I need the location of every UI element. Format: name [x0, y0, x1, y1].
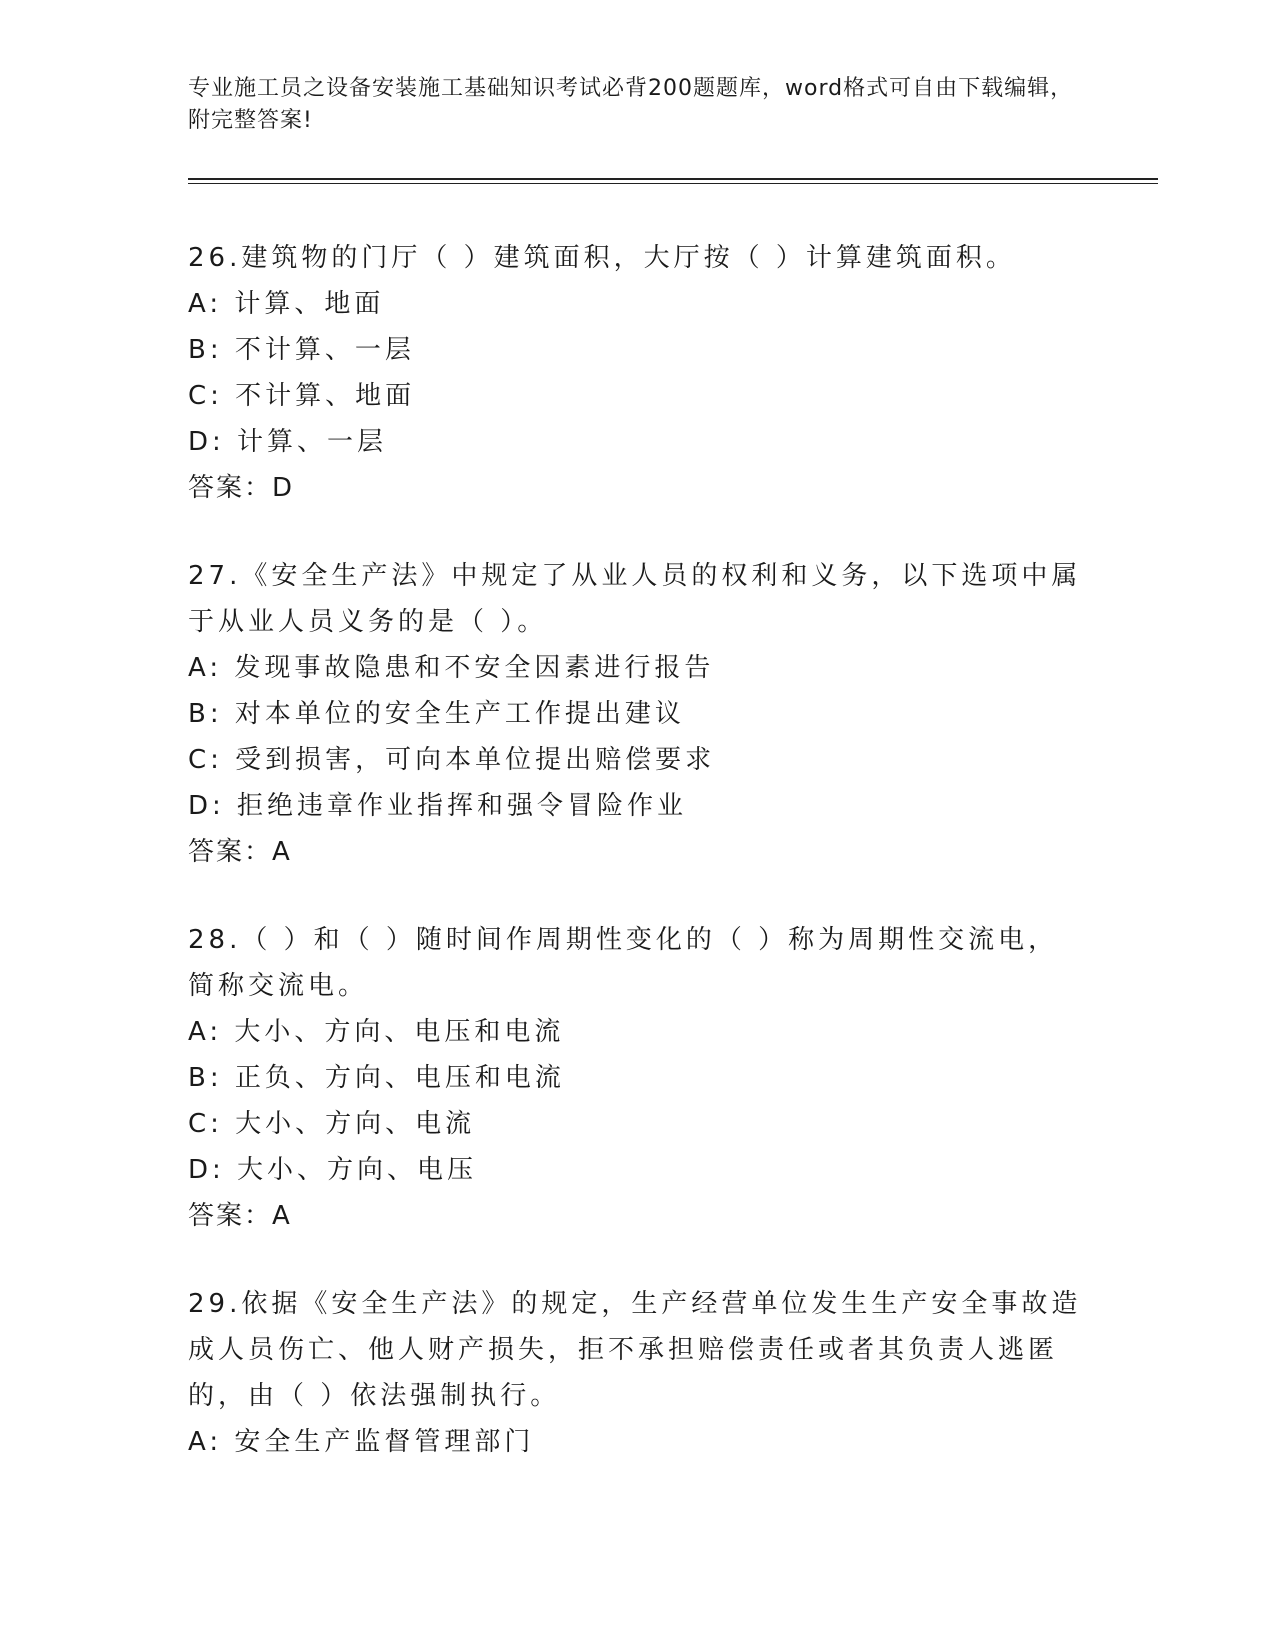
option-c: C: 受到损害，可向本单位提出赔偿要求	[188, 745, 716, 775]
header-text: 专业施工员之设备安装施工基础知识考试必背200题题库，word格式可自由下载编辑，附完整答案!	[188, 76, 1074, 133]
answer-value: A	[272, 1201, 294, 1231]
option-a: A: 大小、方向、电压和电流	[188, 1017, 565, 1047]
question-number: 27.	[188, 561, 242, 591]
answer-label: 答案：	[188, 1201, 273, 1231]
option-a: A: 计算、地面	[188, 289, 385, 319]
option-d: D: 计算、一层	[188, 427, 388, 457]
question-text: 《安全生产法》中规定了从业人员的权利和义务，以下选项中属于从业人员义务的是（ ）。	[188, 561, 1082, 637]
option-a: A: 发现事故隐患和不安全因素进行报告	[188, 653, 715, 683]
option-d: D: 大小、方向、电压	[188, 1155, 478, 1185]
answer-label: 答案：	[188, 837, 273, 867]
question-stem	[188, 235, 1088, 281]
answer-line	[188, 465, 1088, 511]
question-text: 建筑物的门厅（ ）建筑面积，大厅按（ ）计算建筑面积。	[241, 243, 1016, 273]
question-stem	[188, 1281, 1088, 1419]
question-list	[188, 235, 1088, 1507]
question-text: （ ）和（ ）随时间作周期性变化的（ ）称为周期性交流电，简称交流电。	[188, 925, 1059, 1001]
question-stem	[188, 553, 1088, 645]
option-b: B: 正负、方向、电压和电流	[188, 1063, 565, 1093]
option-d: D: 拒绝违章作业指挥和强令冒险作业	[188, 791, 688, 821]
answer-value: D	[272, 473, 297, 503]
option-a: A: 安全生产监督管理部门	[188, 1427, 535, 1457]
answer-value: A	[272, 837, 294, 867]
answer-line	[188, 829, 1088, 875]
question-text: 依据《安全生产法》的规定，生产经营单位发生生产安全事故造成人员伤亡、他人财产损失，拒不承担赔偿责任或者其负责人逃匿的，由（ ）依法强制执行。	[188, 1289, 1082, 1411]
header-rule-thin	[188, 183, 1158, 184]
option-c: C: 不计算、地面	[188, 381, 416, 411]
option-b: B: 不计算、一层	[188, 335, 415, 365]
question-27	[188, 553, 1088, 875]
question-28	[188, 917, 1088, 1239]
answer-line	[188, 1193, 1088, 1239]
option-b: B: 对本单位的安全生产工作提出建议	[188, 699, 685, 729]
question-26	[188, 235, 1088, 511]
question-stem	[188, 917, 1088, 1009]
question-number: 28.	[188, 925, 242, 955]
document-header	[188, 73, 1078, 137]
answer-label: 答案：	[188, 473, 273, 503]
question-29	[188, 1281, 1088, 1465]
header-rule-thick	[188, 178, 1158, 180]
option-c: C: 大小、方向、电流	[188, 1109, 476, 1139]
question-number: 26.	[188, 243, 242, 273]
question-number: 29.	[188, 1289, 242, 1319]
